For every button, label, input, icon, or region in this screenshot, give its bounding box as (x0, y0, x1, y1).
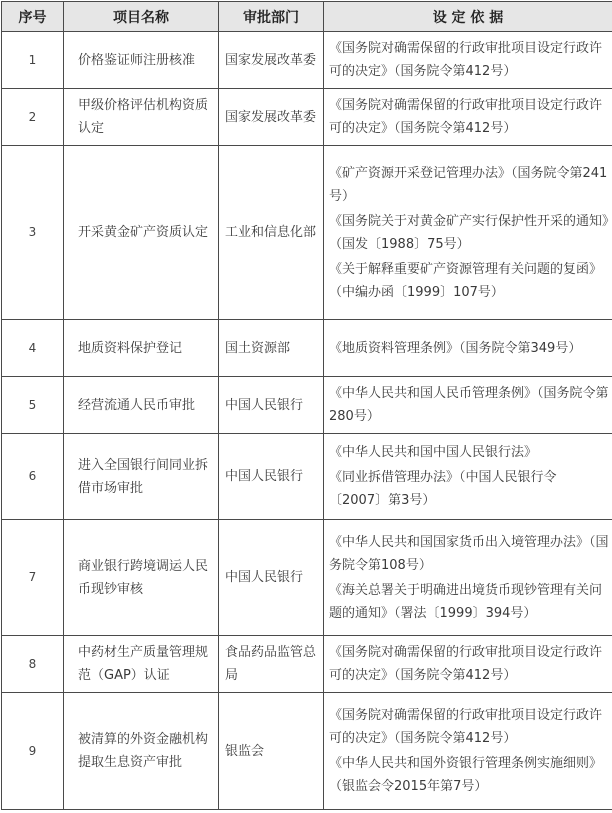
row-department: 中国人民银行 (219, 377, 324, 434)
basis-document: 《国务院对确需保留的行政审批项目设定行政许可的决定》（国务院令第412号） (329, 41, 603, 79)
row-department: 国家发展改革委 (219, 89, 324, 146)
row-item-name: 中药材生产质量管理规范（GAP）认证 (64, 636, 219, 693)
row-department: 工业和信息化部 (219, 146, 324, 320)
row-department: 食品药品监管总局 (219, 636, 324, 693)
row-basis (324, 434, 612, 520)
row-item-name: 被清算的外资金融机构提取生息资产审批 (64, 693, 219, 810)
row-item-name: 甲级价格评估机构资质认定 (64, 89, 219, 146)
table-header-row (2, 2, 612, 32)
basis-document: 《国务院对确需保留的行政审批项目设定行政许可的决定》（国务院令第412号） (329, 708, 603, 746)
basis-document: 《关于解释重要矿产资源管理有关问题的复函》（中编办函〔1999〕107号） (329, 261, 603, 300)
table-row (2, 32, 612, 89)
table-row (2, 146, 612, 320)
header-seq: 序号 (2, 2, 64, 32)
basis-document: 《中华人民共和国中国人民银行法》 (329, 445, 538, 460)
basis-document: 《中华人民共和国国家货币出入境管理办法》（国务院令第108号） (329, 534, 609, 573)
row-seq: 7 (2, 520, 64, 636)
header-department: 审批部门 (219, 2, 324, 32)
row-basis (324, 146, 612, 320)
row-seq: 9 (2, 693, 64, 810)
row-basis (324, 320, 612, 377)
row-basis (324, 377, 612, 434)
row-basis (324, 693, 612, 810)
basis-document: 《矿产资源开采登记管理办法》（国务院令第241号） (329, 165, 608, 204)
header-basis: 设 定 依 据 (324, 2, 612, 32)
basis-document: 《同业拆借管理办法》（中国人民银行令〔2007〕第3号） (329, 470, 557, 508)
row-basis (324, 32, 612, 89)
row-seq: 3 (2, 146, 64, 320)
row-basis (324, 89, 612, 146)
row-basis (324, 520, 612, 636)
row-item-name: 进入全国银行间同业拆借市场审批 (64, 434, 219, 520)
basis-document: 《国务院对确需保留的行政审批项目设定行政许可的决定》（国务院令第412号） (329, 98, 603, 136)
row-seq: 1 (2, 32, 64, 89)
row-item-name: 价格鉴证师注册核准 (64, 32, 219, 89)
table-row (2, 377, 612, 434)
row-item-name: 经营流通人民币审批 (64, 377, 219, 434)
table-row (2, 434, 612, 520)
basis-document: 《中华人民共和国外资银行管理条例实施细则》（银监会令2015年第7号） (329, 756, 603, 794)
row-seq: 2 (2, 89, 64, 146)
row-department: 银监会 (219, 693, 324, 810)
table-row (2, 320, 612, 377)
basis-document: 《国务院关于对黄金矿产实行保护性开采的通知》（国发〔1988〕75号） (329, 213, 609, 252)
row-seq: 8 (2, 636, 64, 693)
table-row (2, 693, 612, 810)
header-item-name: 项目名称 (64, 2, 219, 32)
table-row (2, 520, 612, 636)
row-seq: 6 (2, 434, 64, 520)
basis-document: 《地质资料管理条例》（国务院令第349号） (329, 340, 582, 356)
row-item-name: 地质资料保护登记 (64, 320, 219, 377)
table-row (2, 636, 612, 693)
row-seq: 5 (2, 377, 64, 434)
row-department: 中国人民银行 (219, 434, 324, 520)
row-department: 国家发展改革委 (219, 32, 324, 89)
row-item-name: 商业银行跨境调运人民币现钞审核 (64, 520, 219, 636)
row-item-name: 开采黄金矿产资质认定 (64, 146, 219, 320)
row-department: 中国人民银行 (219, 520, 324, 636)
row-department: 国土资源部 (219, 320, 324, 377)
table-body (2, 32, 612, 810)
basis-document: 《海关总署关于明确进出境货币现钞管理有关问题的通知》（署法〔1999〕394号） (329, 582, 603, 621)
basis-document: 《国务院对确需保留的行政审批项目设定行政许可的决定》（国务院令第412号） (329, 645, 603, 683)
row-basis (324, 636, 612, 693)
row-seq: 4 (2, 320, 64, 377)
basis-document: 《中华人民共和国人民币管理条例》（国务院令第280号） (329, 386, 609, 424)
approval-items-table (1, 1, 612, 810)
table-row (2, 89, 612, 146)
